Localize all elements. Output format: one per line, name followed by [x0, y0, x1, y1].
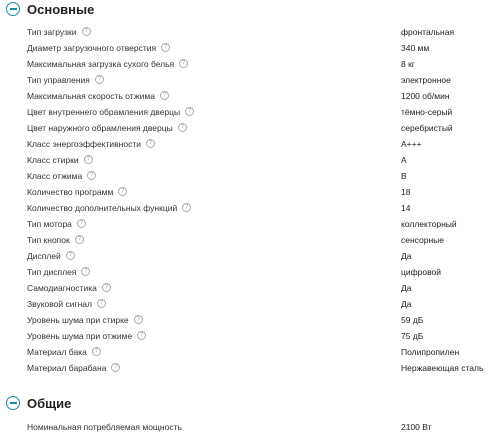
spec-label: Уровень шума при стирке ? — [27, 312, 143, 328]
section-title: Основные — [27, 1, 95, 17]
spec-value: фронтальная — [401, 27, 455, 37]
spec-label: Тип загрузки ? — [27, 24, 91, 40]
spec-value: 18 — [401, 187, 411, 197]
spec-label: Максимальная скорость отжима ? — [27, 88, 169, 104]
help-icon[interactable]: ? — [161, 43, 170, 52]
spec-value: цифровой — [401, 267, 441, 277]
spec-row — [0, 72, 500, 88]
spec-row — [0, 264, 500, 280]
section-title: Общие — [27, 395, 72, 411]
spec-value: Полипропилен — [401, 347, 460, 357]
help-icon[interactable]: ? — [95, 75, 104, 84]
spec-label: Самодиагностика ? — [27, 280, 111, 296]
spec-row — [0, 120, 500, 136]
help-icon[interactable]: ? — [134, 315, 143, 324]
spec-list-main — [0, 24, 500, 376]
collapse-minus-icon[interactable] — [6, 396, 20, 410]
spec-label: Класс стирки ? — [27, 152, 93, 168]
collapse-minus-icon[interactable] — [6, 2, 20, 16]
help-icon[interactable]: ? — [118, 187, 127, 196]
spec-label: Дисплей ? — [27, 248, 75, 264]
spec-label: Материал барабана ? — [27, 360, 120, 376]
spec-value: Да — [401, 283, 412, 293]
spec-row — [0, 232, 500, 248]
spec-label: Материал бака ? — [27, 344, 101, 360]
spec-value: электронное — [401, 75, 451, 85]
spec-row — [0, 248, 500, 264]
help-icon[interactable]: ? — [179, 59, 188, 68]
spec-value: Да — [401, 299, 412, 309]
spec-value: 2100 Вт — [401, 422, 432, 432]
spec-row — [0, 312, 500, 328]
spec-value: сенсорные — [401, 235, 445, 245]
help-icon[interactable]: ? — [81, 267, 90, 276]
help-icon[interactable]: ? — [102, 283, 111, 292]
spec-row — [0, 419, 500, 435]
spec-value: B — [401, 171, 407, 181]
spec-label: Тип дисплея ? — [27, 264, 90, 280]
spec-row — [0, 344, 500, 360]
help-icon[interactable]: ? — [92, 347, 101, 356]
spec-row — [0, 216, 500, 232]
help-icon[interactable]: ? — [182, 203, 191, 212]
help-icon[interactable]: ? — [77, 219, 86, 228]
spec-row — [0, 88, 500, 104]
spec-row — [0, 184, 500, 200]
help-icon[interactable]: ? — [66, 251, 75, 260]
spec-label: Номинальная потребляемая мощность — [27, 422, 182, 432]
spec-row — [0, 328, 500, 344]
spec-value: 59 дБ — [401, 315, 424, 325]
spec-value: серебристый — [401, 123, 453, 133]
spec-row — [0, 280, 500, 296]
spec-list-general — [0, 419, 500, 435]
spec-row — [0, 296, 500, 312]
spec-label: Звуковой сигнал ? — [27, 296, 106, 312]
spec-value: 8 кг — [401, 59, 415, 69]
spec-label: Диаметр загрузочного отверстия ? — [27, 40, 170, 56]
help-icon[interactable]: ? — [75, 235, 84, 244]
spec-label: Класс энергоэффективности ? — [27, 136, 155, 152]
help-icon[interactable]: ? — [178, 123, 187, 132]
spec-value: тёмно-серый — [401, 107, 453, 117]
spec-label: Тип мотора ? — [27, 216, 86, 232]
spec-label: Максимальная загрузка сухого белья ? — [27, 56, 188, 72]
spec-row — [0, 152, 500, 168]
spec-value: коллекторный — [401, 219, 457, 229]
spec-row — [0, 56, 500, 72]
spec-value: A+++ — [401, 139, 422, 149]
spec-row — [0, 40, 500, 56]
spec-label: Количество дополнительных функций ? — [27, 200, 191, 216]
help-icon[interactable]: ? — [97, 299, 106, 308]
section-header-general[interactable] — [6, 394, 71, 412]
spec-row — [0, 168, 500, 184]
spec-row — [0, 360, 500, 376]
spec-value: A — [401, 155, 407, 165]
help-icon[interactable]: ? — [185, 107, 194, 116]
spec-label: Тип кнопок ? — [27, 232, 84, 248]
spec-value: Да — [401, 251, 412, 261]
spec-value: 1200 об/мин — [401, 91, 450, 101]
spec-value: 340 мм — [401, 43, 430, 53]
spec-value: 75 дБ — [401, 331, 424, 341]
help-icon[interactable]: ? — [137, 331, 146, 340]
spec-label: Количество программ ? — [27, 184, 127, 200]
help-icon[interactable]: ? — [87, 171, 96, 180]
help-icon[interactable]: ? — [84, 155, 93, 164]
spec-row — [0, 104, 500, 120]
help-icon[interactable]: ? — [82, 27, 91, 36]
spec-label: Цвет внутреннего обрамления дверцы ? — [27, 104, 194, 120]
spec-label: Уровень шума при отжиме ? — [27, 328, 146, 344]
spec-row — [0, 136, 500, 152]
help-icon[interactable]: ? — [160, 91, 169, 100]
spec-row — [0, 200, 500, 216]
spec-value: Нержавеющая сталь — [401, 363, 484, 373]
help-icon[interactable]: ? — [146, 139, 155, 148]
section-header-main[interactable] — [6, 0, 94, 18]
spec-label: Цвет наружного обрамления дверцы ? — [27, 120, 187, 136]
spec-label: Тип управления ? — [27, 72, 104, 88]
spec-label: Класс отжима ? — [27, 168, 96, 184]
help-icon[interactable]: ? — [111, 363, 120, 372]
spec-row — [0, 24, 500, 40]
spec-value: 14 — [401, 203, 411, 213]
